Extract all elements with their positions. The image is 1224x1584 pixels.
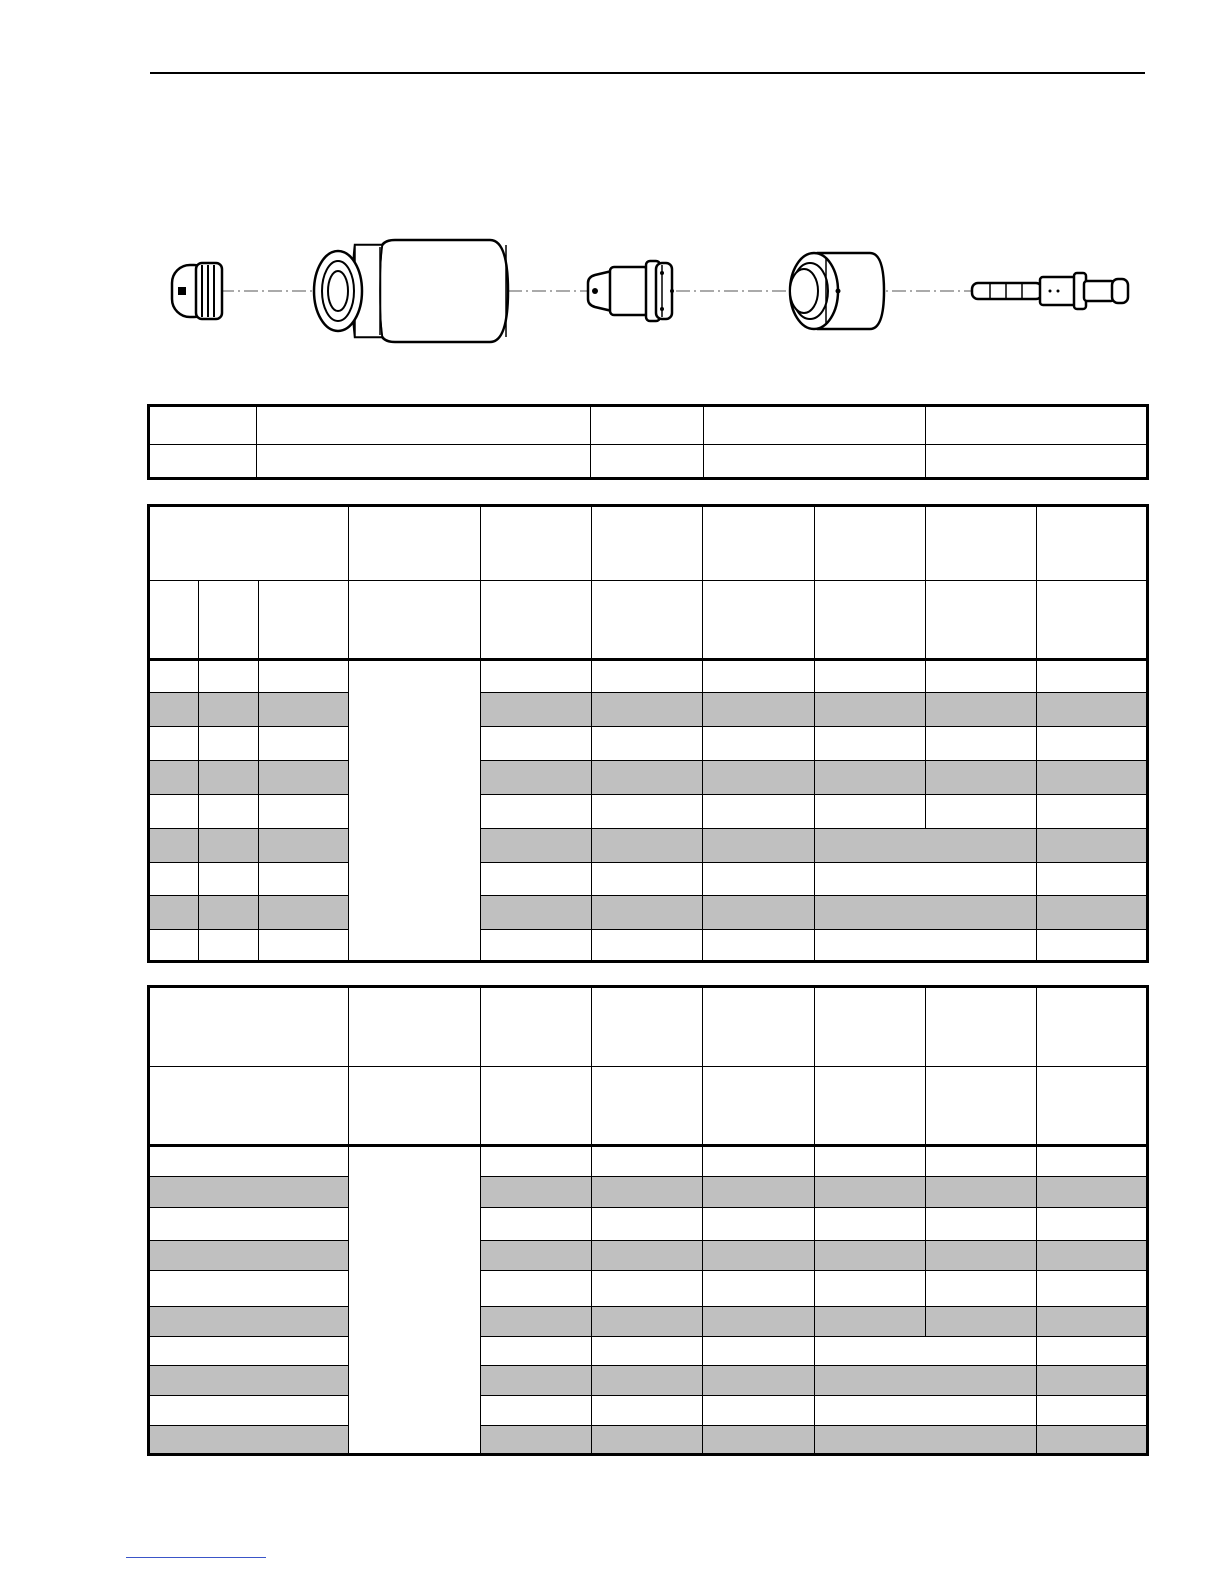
- table-cell: [149, 693, 199, 727]
- table-cell: [592, 1337, 703, 1366]
- cut-chart-table-1: [147, 504, 1149, 963]
- table-row: [149, 660, 1148, 693]
- table-cell: [815, 693, 926, 727]
- table-cell: [703, 863, 815, 896]
- table-cell: [481, 1396, 592, 1426]
- table-cell: [592, 1426, 703, 1455]
- table-cell: [592, 761, 703, 795]
- table-cell: [257, 445, 591, 479]
- table-row: [149, 693, 1148, 727]
- table-cell: [703, 445, 925, 479]
- header-cell: [703, 1067, 815, 1146]
- header-cell: [199, 581, 259, 660]
- table-cell: [481, 1146, 592, 1177]
- table-cell: [259, 761, 349, 795]
- table-cell: [592, 1208, 703, 1241]
- table-cell: [481, 1177, 592, 1208]
- table-row: [149, 1426, 1148, 1455]
- table-cell: [149, 761, 199, 795]
- table-cell: [149, 1337, 349, 1366]
- table-cell: [703, 727, 815, 761]
- table-cell: [815, 761, 926, 795]
- header-cell: [592, 581, 703, 660]
- table-cell: [926, 1177, 1037, 1208]
- table-cell: [481, 1241, 592, 1271]
- table-cell: [592, 1366, 703, 1396]
- table-cell: [815, 1208, 926, 1241]
- table-cell: [149, 795, 199, 829]
- header-cell: [1037, 581, 1148, 660]
- table-cell: [149, 1396, 349, 1426]
- table-cell: [1037, 829, 1148, 863]
- swirl-ring-icon: [790, 253, 884, 329]
- table-row: [149, 1241, 1148, 1271]
- header-cell: [815, 987, 926, 1067]
- table-cell: [592, 1271, 703, 1307]
- nozzle-icon: [588, 261, 674, 321]
- table-cell: [703, 829, 815, 863]
- header-cell: [481, 581, 592, 660]
- table-cell: [815, 1271, 926, 1307]
- table-cell: [591, 406, 703, 445]
- table-cell: [815, 1241, 926, 1271]
- table-row: [149, 1307, 1148, 1337]
- table-cell: [149, 727, 199, 761]
- table-row: [149, 930, 1148, 962]
- table-cell: [926, 1241, 1037, 1271]
- header-cell: [592, 987, 703, 1067]
- table-header-row: [149, 581, 1148, 660]
- cut-chart-table-2: [147, 985, 1149, 1456]
- table-cell: [1037, 1271, 1148, 1307]
- table-cell: [149, 1271, 349, 1307]
- table-cell: [703, 1426, 815, 1455]
- table-cell: [1037, 693, 1148, 727]
- table-cell: [149, 1426, 349, 1455]
- table-cell: [1037, 863, 1148, 896]
- table-row: [149, 1337, 1148, 1366]
- table-cell: [1037, 660, 1148, 693]
- table-cell: [1037, 1337, 1148, 1366]
- header-cell: [149, 506, 349, 581]
- table-cell: [815, 795, 926, 829]
- table-row: [149, 1366, 1148, 1396]
- table-cell: [149, 1146, 349, 1177]
- table-cell: [815, 727, 926, 761]
- table-cell: [703, 1337, 815, 1366]
- table-cell: [481, 727, 592, 761]
- table-cell: [1037, 1366, 1148, 1396]
- table-cell: [926, 1146, 1037, 1177]
- table-cell: [481, 660, 592, 693]
- table-cell: [703, 795, 815, 829]
- header-cell: [926, 987, 1037, 1067]
- table-cell: [259, 829, 349, 863]
- header-cell: [815, 581, 926, 660]
- table-cell: [1037, 1241, 1148, 1271]
- table-cell: [1037, 727, 1148, 761]
- table-row: [149, 1271, 1148, 1307]
- table-cell: [259, 693, 349, 727]
- table-cell: [703, 1241, 815, 1271]
- table-row: [149, 761, 1148, 795]
- table-cell: [199, 761, 259, 795]
- table-cell: [592, 1307, 703, 1337]
- table-cell: [259, 930, 349, 962]
- header-cell: [592, 506, 703, 581]
- table-cell: [199, 863, 259, 896]
- table-cell: [149, 930, 199, 962]
- table-cell: [592, 1146, 703, 1177]
- table-cell: [591, 445, 703, 479]
- header-cell: [1037, 1067, 1148, 1146]
- header-cell: [481, 1067, 592, 1146]
- merged-cell: [815, 1396, 1037, 1426]
- table-cell: [481, 693, 592, 727]
- merged-cell: [349, 1146, 481, 1455]
- table-header-row: [149, 506, 1148, 581]
- table-cell: [703, 1307, 815, 1337]
- table-cell: [481, 1337, 592, 1366]
- table-cell: [1037, 1307, 1148, 1337]
- header-cell: [349, 987, 481, 1067]
- table-cell: [926, 660, 1037, 693]
- header-cell: [259, 581, 349, 660]
- table-cell: [1037, 1396, 1148, 1426]
- table-cell: [703, 406, 925, 445]
- header-cell: [926, 1067, 1037, 1146]
- table-cell: [1037, 1177, 1148, 1208]
- table-row: [149, 829, 1148, 863]
- header-cell: [815, 506, 926, 581]
- footer-link-underline[interactable]: [126, 1557, 266, 1558]
- table-cell: [199, 660, 259, 693]
- table-cell: [481, 761, 592, 795]
- table-cell: [481, 863, 592, 896]
- table-cell: [703, 1146, 815, 1177]
- header-cell: [815, 1067, 926, 1146]
- table-cell: [592, 863, 703, 896]
- header-cell: [349, 581, 481, 660]
- table-cell: [592, 660, 703, 693]
- table-row: [149, 406, 1148, 445]
- table-header-row: [149, 1067, 1148, 1146]
- table-cell: [926, 1208, 1037, 1241]
- table-cell: [592, 727, 703, 761]
- table-header-row: [149, 987, 1148, 1067]
- table-row: [149, 445, 1148, 479]
- table-cell: [592, 795, 703, 829]
- merged-cell: [815, 829, 1037, 863]
- table-cell: [259, 727, 349, 761]
- table-cell: [703, 761, 815, 795]
- table-cell: [926, 1307, 1037, 1337]
- table-cell: [592, 896, 703, 930]
- table-row: [149, 1396, 1148, 1426]
- table-cell: [199, 693, 259, 727]
- header-cell: [481, 987, 592, 1067]
- table-cell: [1037, 896, 1148, 930]
- shield-icon: [314, 240, 508, 342]
- table-cell: [592, 930, 703, 962]
- table-cell: [1037, 795, 1148, 829]
- consumable-parts-diagram: [150, 225, 1150, 360]
- table-cell: [481, 1271, 592, 1307]
- table-cell: [815, 1177, 926, 1208]
- table-cell: [259, 863, 349, 896]
- table-cell: [1037, 1146, 1148, 1177]
- table-cell: [703, 1177, 815, 1208]
- table-cell: [703, 1271, 815, 1307]
- table-cell: [481, 829, 592, 863]
- merged-cell: [815, 1426, 1037, 1455]
- table-row: [149, 1208, 1148, 1241]
- table-row: [149, 727, 1148, 761]
- table-cell: [926, 1271, 1037, 1307]
- header-cell: [703, 581, 815, 660]
- header-cell: [926, 506, 1037, 581]
- table-cell: [815, 1307, 926, 1337]
- table-cell: [1037, 1426, 1148, 1455]
- table-cell: [259, 795, 349, 829]
- header-cell: [349, 506, 481, 581]
- table-cell: [199, 795, 259, 829]
- merged-cell: [815, 863, 1037, 896]
- table-cell: [926, 795, 1037, 829]
- table-cell: [925, 445, 1147, 479]
- table-cell: [481, 930, 592, 962]
- table-cell: [149, 660, 199, 693]
- table-cell: [592, 1396, 703, 1426]
- table-cell: [149, 406, 257, 445]
- table-cell: [815, 1146, 926, 1177]
- table-cell: [199, 896, 259, 930]
- header-cell: [703, 506, 815, 581]
- header-rule: [150, 72, 1145, 74]
- table-cell: [149, 829, 199, 863]
- table-cell: [199, 930, 259, 962]
- table-cell: [257, 406, 591, 445]
- table-cell: [481, 896, 592, 930]
- table-cell: [199, 727, 259, 761]
- table-cell: [149, 1241, 349, 1271]
- table-cell: [1037, 761, 1148, 795]
- table-cell: [815, 660, 926, 693]
- header-cell: [149, 987, 349, 1067]
- table-cell: [149, 445, 257, 479]
- table-cell: [149, 1366, 349, 1396]
- table-cell: [149, 896, 199, 930]
- table-row: [149, 1177, 1148, 1208]
- header-cell: [592, 1067, 703, 1146]
- table-cell: [149, 1307, 349, 1337]
- merged-cell: [815, 1337, 1037, 1366]
- table-cell: [703, 1208, 815, 1241]
- table-cell: [592, 1241, 703, 1271]
- table-cell: [592, 829, 703, 863]
- merged-cell: [815, 1366, 1037, 1396]
- merged-cell: [815, 930, 1037, 962]
- table-cell: [481, 1366, 592, 1396]
- table-cell: [592, 693, 703, 727]
- table-cell: [703, 693, 815, 727]
- table-row: [149, 896, 1148, 930]
- table-row: [149, 795, 1148, 829]
- table-cell: [592, 1177, 703, 1208]
- table-cell: [1037, 930, 1148, 962]
- header-cell: [149, 1067, 349, 1146]
- table-cell: [481, 795, 592, 829]
- table-cell: [481, 1208, 592, 1241]
- table-cell: [259, 896, 349, 930]
- merged-cell: [349, 660, 481, 962]
- header-cell: [349, 1067, 481, 1146]
- electrode-icon: [972, 273, 1128, 309]
- table-cell: [703, 660, 815, 693]
- table-cell: [926, 727, 1037, 761]
- table-cell: [926, 693, 1037, 727]
- table-cell: [149, 1177, 349, 1208]
- header-cell: [1037, 506, 1148, 581]
- header-cell: [481, 506, 592, 581]
- header-cell: [149, 581, 199, 660]
- merged-cell: [815, 896, 1037, 930]
- table-cell: [199, 829, 259, 863]
- header-cell: [703, 987, 815, 1067]
- header-cell: [1037, 987, 1148, 1067]
- table-cell: [1037, 1208, 1148, 1241]
- table-row: [149, 863, 1148, 896]
- table-cell: [926, 761, 1037, 795]
- table-cell: [925, 406, 1147, 445]
- table-cell: [703, 1366, 815, 1396]
- table-cell: [703, 930, 815, 962]
- header-cell: [926, 581, 1037, 660]
- parts-number-table: [147, 404, 1149, 480]
- table-cell: [703, 1396, 815, 1426]
- table-cell: [703, 896, 815, 930]
- table-cell: [149, 1208, 349, 1241]
- table-cell: [481, 1307, 592, 1337]
- retaining-cap-icon: [172, 263, 222, 319]
- table-cell: [259, 660, 349, 693]
- table-cell: [481, 1426, 592, 1455]
- table-row: [149, 1146, 1148, 1177]
- table-cell: [149, 863, 199, 896]
